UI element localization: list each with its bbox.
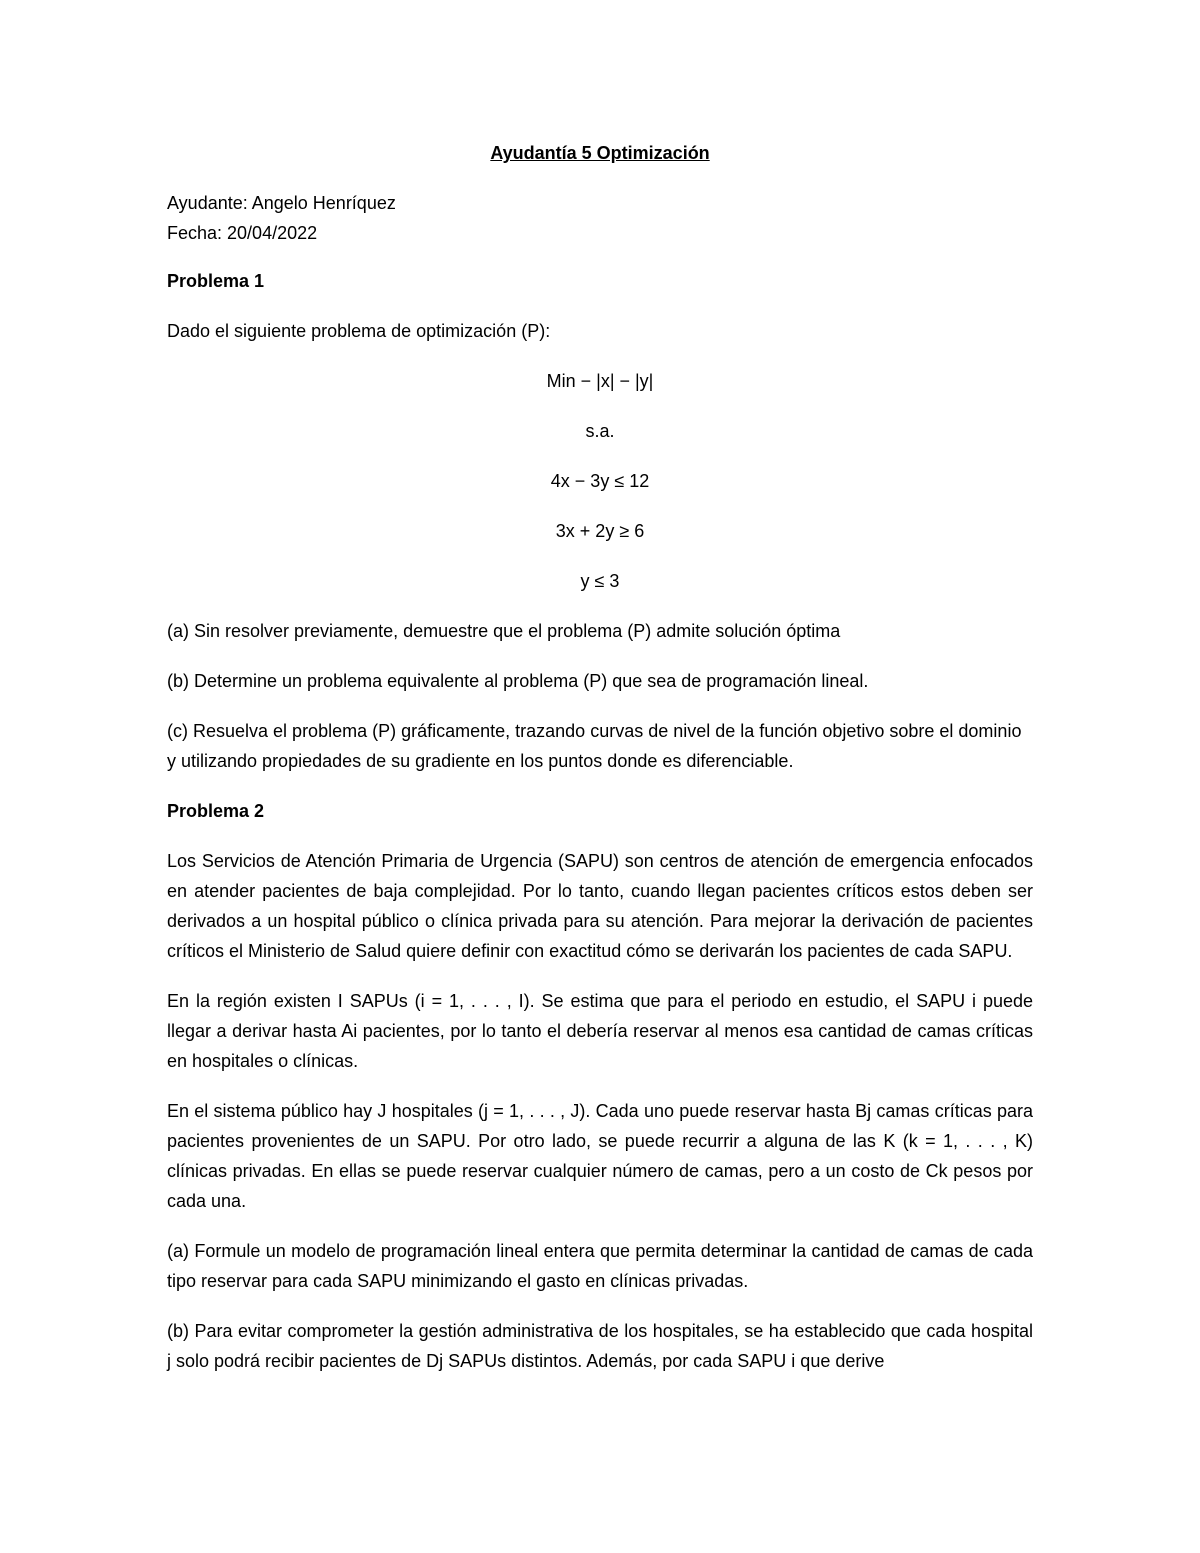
subject-to-label: s.a.: [585, 421, 615, 441]
document-meta: [167, 188, 1033, 248]
assistant-line: Ayudante: Angelo Henríquez: [167, 193, 396, 213]
problem2-item-a: [167, 1236, 1033, 1296]
problem2-paragraph-3: En el sistema público hay J hospitales (j = 1, . . . , J). Cada uno puede reservar hasta Bj camas críticas para pacientes provenientes de un SAPU. Por otro lado, se puede recurrir a alguna de las K (k = 1, . . . , K) clínicas privadas. En ellas se puede reservar cualquier número de camas, pero a un costo de Ck pesos por cada una.: [167, 1101, 1033, 1211]
item-text: Resuelva el problema (P) gráficamente, trazando curvas de nivel de la función objetivo sobre el dominio y utilizando propiedades de su gradiente en los puntos donde es diferenciable.: [167, 721, 1022, 771]
objective-formula: Min − |x| − |y|: [546, 371, 654, 391]
item-text: Sin resolver previamente, demuestre que el problema (P) admite solución óptima: [189, 621, 841, 641]
item-text: Para evitar comprometer la gestión administrativa de los hospitales, se ha establecido que cada hospital j solo podrá recibir pacientes de Dj SAPUs distintos. Además, por cada SAPU i que derive: [167, 1321, 1033, 1371]
constraint-2: 3x + 2y ≥ 6: [555, 521, 645, 541]
item-label: (b): [167, 1321, 189, 1341]
constraint-1: 4x − 3y ≤ 12: [550, 471, 650, 491]
problem2-heading: Problema 2: [167, 801, 265, 821]
problem1-item-c: [167, 716, 1033, 776]
item-label: (c): [167, 721, 188, 741]
problem1-item-b: [167, 666, 1033, 696]
problem2-item-b: [167, 1316, 1033, 1376]
date-line: Fecha: 20/04/2022: [167, 223, 318, 243]
problem1-item-a: [167, 616, 1033, 646]
problem2-paragraph-2: En la región existen I SAPUs (i = 1, . . . , I). Se estima que para el periodo en estudio, el SAPU i puede llegar a derivar hasta Ai pacientes, por lo tanto el debería reservar al menos esa cantidad de camas críticas en hospitales o clínicas.: [167, 991, 1033, 1071]
item-label: (a): [167, 621, 189, 641]
problem1-heading: Problema 1: [167, 271, 265, 291]
problem1-intro: Dado el siguiente problema de optimización (P):: [167, 321, 551, 341]
item-label: (b): [167, 671, 189, 691]
document-title: Ayudantía 5 Optimización: [490, 143, 710, 163]
document-content: [167, 138, 1033, 1396]
problem2-paragraph-1: Los Servicios de Atención Primaria de Urgencia (SAPU) son centros de atención de emergencia enfocados en atender pacientes de baja complejidad. Por lo tanto, cuando llegan pacientes críticos estos deben ser derivados a un hospital público o clínica privada para su atención. Para mejorar la derivación de pacientes críticos el Ministerio de Salud quiere definir con exactitud cómo se derivarán los pacientes de cada SAPU.: [167, 851, 1033, 961]
constraint-3: y ≤ 3: [580, 571, 620, 591]
item-text: Determine un problema equivalente al problema (P) que sea de programación lineal.: [189, 671, 869, 691]
item-label: (a): [167, 1241, 189, 1261]
item-text: Formule un modelo de programación lineal entera que permita determinar la cantidad de camas de cada tipo reservar para cada SAPU minimizando el gasto en clínicas privadas.: [167, 1241, 1033, 1291]
